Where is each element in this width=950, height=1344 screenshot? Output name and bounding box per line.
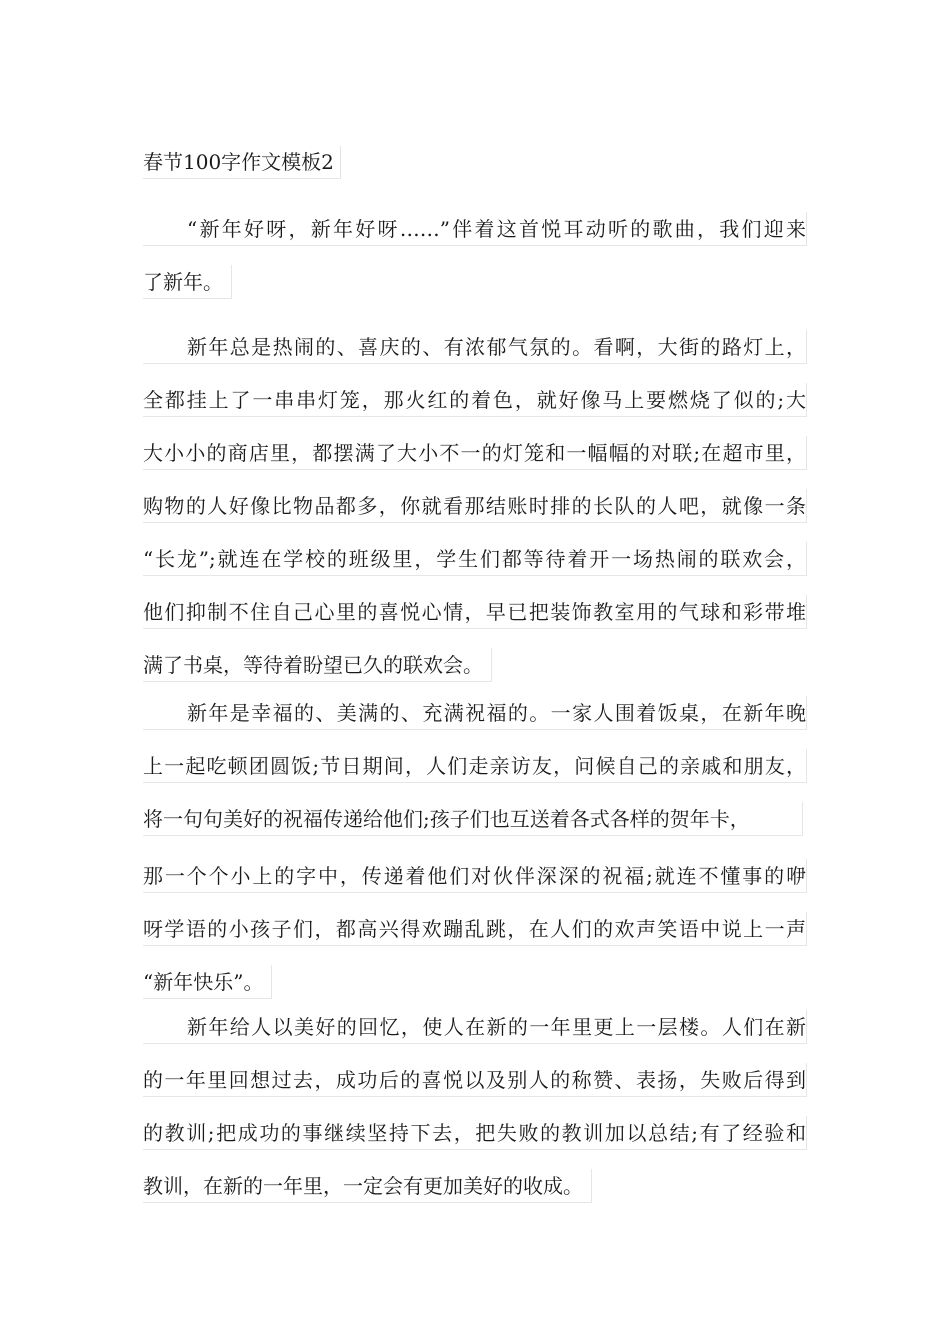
paragraph-line: 呀学语的小孩子们，都高兴得欢蹦乱跳，在人们的欢声笑语中说上一声 xyxy=(143,912,807,946)
paragraph-line: 了新年。 xyxy=(143,265,232,299)
paragraph-line: 大小小的商店里，都摆满了大小不一的灯笼和一幅幅的对联;在超市里， xyxy=(143,436,807,470)
paragraph-line: 满了书桌，等待着盼望已久的联欢会。 xyxy=(143,648,492,682)
paragraph-line: 的教训;把成功的事继续坚持下去，把失败的教训加以总结;有了经验和 xyxy=(143,1116,807,1150)
paragraph-line: 新年给人以美好的回忆，使人在新的一年里更上一层楼。人们在新 xyxy=(143,1010,807,1044)
paragraph-line: 他们抑制不住自己心里的喜悦心情，早已把装饰教室用的气球和彩带堆 xyxy=(143,595,807,629)
paragraph-line: 那一个个小上的字中，传递着他们对伙伴深深的祝福;就连不懂事的咿 xyxy=(143,859,807,893)
paragraph-line: “新年好呀，新年好呀……”伴着这首悦耳动听的歌曲，我们迎来 xyxy=(143,212,807,246)
paragraph-1 xyxy=(143,212,807,322)
paragraph-line: 全都挂上了一串串灯笼，那火红的着色，就好像马上要燃烧了似的;大 xyxy=(143,383,807,417)
paragraph-line: 新年是幸福的、美满的、充满祝福的。一家人围着饭桌，在新年晚 xyxy=(143,696,807,730)
paragraph-4 xyxy=(143,1010,807,1226)
paragraph-2 xyxy=(143,330,807,705)
document-title: 春节100字作文模板2 xyxy=(143,146,341,179)
paragraph-line: “长龙”;就连在学校的班级里，学生们都等待着开一场热闹的联欢会， xyxy=(143,542,807,576)
paragraph-line: 将一句句美好的祝福传递给他们;孩子们也互送着各式各样的贺年卡， xyxy=(143,802,803,836)
paragraph-line: 新年总是热闹的、喜庆的、有浓郁气氛的。看啊，大街的路灯上， xyxy=(143,330,807,364)
paragraph-line: 的一年里回想过去，成功后的喜悦以及别人的称赞、表扬，失败后得到 xyxy=(143,1063,807,1097)
paragraph-line: 购物的人好像比物品都多，你就看那结账时排的长队的人吧，就像一条 xyxy=(143,489,807,523)
paragraph-line: 上一起吃顿团圆饭;节日期间，人们走亲访友，问候自己的亲戚和朋友， xyxy=(143,749,807,783)
paragraph-line: 教训，在新的一年里，一定会有更加美好的收成。 xyxy=(143,1169,592,1203)
paragraph-line: “新年快乐”。 xyxy=(143,965,272,999)
paragraph-3 xyxy=(143,696,807,1022)
